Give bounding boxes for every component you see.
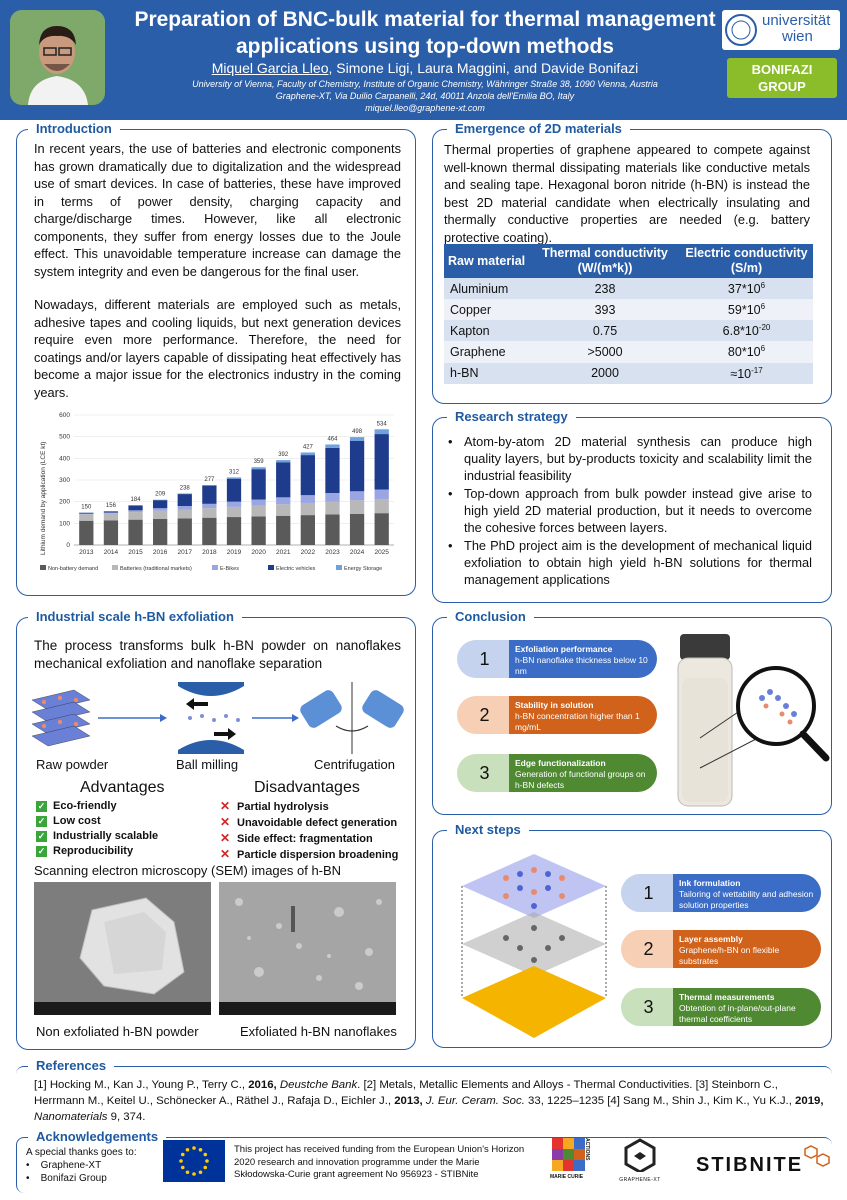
bar-segment: [202, 486, 216, 504]
legend-swatch: [336, 565, 342, 570]
eu-star-icon: [199, 1148, 203, 1152]
cell-thermal: 0.75: [530, 320, 680, 341]
conclusion-detail: h-BN nanoflake thickness below 10 nm: [515, 655, 648, 676]
cell-electric: [680, 320, 813, 341]
bar-segment: [325, 502, 339, 515]
step-ball-milling: Ball milling: [176, 757, 239, 772]
bar-segment: [128, 520, 142, 545]
x-tick-label: 2016: [152, 549, 168, 556]
conclusion-item: [457, 696, 657, 734]
lithium-demand-chart: [32, 405, 402, 585]
legend-swatch: [212, 565, 218, 570]
disadvantages-list: [220, 799, 398, 863]
introduction-para-1: In recent years, the use of batteries and electronic components has grown dramatically due to digitalization and the widespread use of smart devices. In case of batteries, these have improved in terms of power density, charging capacity and charge/discharge times. However, like all electronic components, they suffer from energy losses due to the Joule effect. This unavoidable temperature increase can damage the system integrity and even be dangerous for the final user.: [34, 141, 401, 279]
bar-segment: [153, 500, 167, 508]
cell-electric: [680, 363, 813, 384]
y-tick-label: 400: [59, 455, 70, 463]
list-item: [36, 799, 158, 814]
cell-thermal: 238: [530, 278, 680, 299]
bar-segment: [79, 513, 93, 514]
eu-star-icon: [203, 1153, 207, 1157]
y-tick-label: 0: [66, 542, 70, 549]
legend-label: Non-battery demand: [48, 566, 99, 572]
msca-label: MARIE CURIE: [550, 1174, 584, 1180]
x-tick-label: 2021: [275, 549, 291, 556]
bar-segment: [251, 469, 265, 499]
title-line-1: Preparation of BNC-bulk material for thermal management: [134, 8, 716, 31]
legend-label: Batteries (traditional markets): [120, 566, 192, 572]
bar-segment: [325, 444, 339, 447]
y-tick-label: 500: [59, 433, 70, 441]
cell-electric-base: 37*10: [727, 282, 761, 297]
disadvantage-label: Side effect: fragmentation: [237, 833, 373, 845]
other-authors: , Simone Ligi, Laura Maggini, and Davide Bonifazi: [328, 60, 639, 76]
bar-segment: [153, 508, 167, 511]
bar-total-label: 209: [155, 491, 166, 498]
cell-material: Copper: [444, 299, 530, 320]
emergence-title: Emergence of 2D materials: [447, 121, 630, 136]
cell-thermal: >5000: [530, 341, 680, 362]
bar-segment: [325, 514, 339, 545]
bar-segment: [301, 515, 315, 545]
x-tick-label: 2015: [128, 549, 143, 556]
table-row: [444, 278, 813, 299]
x-tick-label: 2025: [374, 549, 389, 556]
bar-segment: [104, 511, 118, 512]
conclusion-text: [509, 754, 657, 792]
bar-segment: [325, 493, 339, 502]
reference-1-authors: [1] Hocking M., Kan J., Young P., Terry C.,: [34, 1079, 249, 1091]
bar-segment: [128, 510, 142, 512]
bar-total-label: 156: [105, 503, 116, 510]
thanks-intro: A special thanks goes to:: [26, 1147, 137, 1158]
list-item: • Top-down approach from bulk powder instead give arise to high yield 2D material production, but it needs to overcome the cohesive forces between layers.: [444, 485, 812, 536]
bar-segment: [251, 506, 265, 517]
university-logo-line-1: universität: [762, 12, 831, 29]
conclusion-item: [457, 640, 657, 678]
table-header-row: [444, 244, 813, 278]
next-step-heading: Thermal measurements: [679, 992, 775, 1002]
first-author: Miquel Garcia Lleo: [211, 60, 329, 76]
references-text: [34, 1077, 824, 1125]
bar-segment: [350, 441, 364, 491]
bar-segment: [202, 485, 216, 486]
bar-segment: [301, 503, 315, 515]
conclusion-heading: Edge functionalization: [515, 758, 606, 768]
vial-with-magnifier-illustration: [660, 628, 830, 810]
y-tick-label: 600: [59, 412, 70, 419]
legend-swatch: [40, 565, 46, 570]
x-tick-label: 2022: [300, 549, 316, 556]
cell-electric-base: 80*10: [727, 345, 761, 360]
bar-segment: [251, 516, 265, 545]
table-row: [444, 299, 813, 320]
reference-1-journal: Deustche Bank: [279, 1079, 358, 1091]
exfoliation-title: Industrial scale h-BN exfoliation: [28, 609, 242, 624]
bar-total-label: 184: [130, 497, 141, 504]
strategy-list: [444, 433, 812, 589]
stibnite-hexagon-icon: [803, 1144, 831, 1168]
bar-segment: [227, 517, 241, 545]
bar-segment: [79, 514, 93, 515]
advantage-label: Reproducibility: [53, 845, 134, 857]
bar-segment: [251, 467, 265, 469]
next-step-text: [673, 874, 821, 912]
bar-total-label: 277: [204, 476, 215, 483]
conclusion-item: [457, 754, 657, 792]
bar-segment: [104, 513, 118, 520]
poster-title: [130, 6, 720, 60]
ball-mill-illustration: [178, 682, 244, 754]
x-tick-label: 2020: [251, 549, 266, 556]
reference-4-rest: 9, 374.: [107, 1111, 146, 1123]
legend-label: Electric vehicles: [276, 566, 316, 572]
bar-segment: [276, 460, 290, 462]
conclusion-number: 3: [457, 754, 512, 792]
y-tick-label: 300: [59, 477, 70, 484]
conclusion-detail: Generation of functional groups on h-BN defects: [515, 769, 646, 790]
header-electric: Electric conductivity (S/m): [680, 244, 813, 278]
bar-segment: [350, 437, 364, 441]
list-item: • Graphene-XT: [26, 1160, 102, 1171]
bar-segment: [153, 519, 167, 545]
advantage-label: Eco-friendly: [53, 800, 117, 812]
conclusion-number: 1: [457, 640, 512, 678]
cell-electric-exponent: 6: [760, 281, 766, 290]
header-thermal: Thermal conductivity (W/(m*k)): [530, 244, 680, 278]
emergence-text: Thermal properties of graphene appeared to compete against well-known thermal dissipating materials like conductive metals and sealing tape. Hexagonal boron nitride (h-BN) is instead the best 2D material candidate when electrically insulating and thermally conductive properties are needed (e.g. battery protective coating).: [444, 142, 810, 245]
eu-star-icon: [181, 1153, 185, 1157]
group-logo-line-1: BONIFAZI: [751, 62, 813, 77]
cell-electric-base: ≈10: [730, 366, 752, 381]
bar-segment: [301, 452, 315, 455]
next-step-detail: Tailoring of wettability and adhesion solution properties: [679, 889, 814, 910]
arrow-right-icon: [252, 714, 299, 722]
contact-email: miquel.lleo@graphene-xt.com: [365, 103, 485, 113]
check-icon: ✓: [37, 831, 46, 841]
list-item: [220, 847, 398, 863]
cross-icon: ✕: [220, 799, 231, 813]
bar-segment: [251, 500, 265, 506]
bar-segment: [301, 455, 315, 495]
cell-material: Aluminium: [444, 278, 530, 299]
eu-star-icon: [199, 1170, 203, 1174]
msca-mosaic: [552, 1138, 586, 1174]
cell-material: h-BN: [444, 363, 530, 384]
conclusion-text: [509, 696, 657, 734]
next-step-detail: Obtention of in-plane/out-plane thermal coefficients: [679, 1003, 796, 1024]
sem-image-exfoliated: [219, 882, 396, 1015]
next-step-text: [673, 988, 821, 1026]
bar-segment: [276, 462, 290, 497]
advantages-list: [36, 799, 158, 859]
portrait-image: [10, 10, 105, 105]
bar-segment: [128, 512, 142, 520]
strategy-title: Research strategy: [447, 409, 576, 424]
chart-y-axis-label: Lithium demand by application (LCE kt): [40, 441, 47, 555]
bar-segment: [178, 518, 192, 545]
bar-total-label: 498: [352, 429, 363, 436]
group-logo-line-2: GROUP: [758, 79, 806, 94]
bar-total-label: 238: [179, 485, 190, 492]
eu-flag: [163, 1140, 225, 1182]
cell-thermal: 2000: [530, 363, 680, 384]
conclusion-number: 2: [457, 696, 512, 734]
cell-electric: [680, 341, 813, 362]
next-step-item: [621, 874, 821, 912]
eu-star-icon: [179, 1159, 183, 1163]
author-photo: [10, 10, 105, 105]
bar-total-label: 427: [302, 444, 313, 451]
eu-star-icon: [186, 1148, 190, 1152]
bar-segment: [375, 429, 389, 434]
cross-icon: ✕: [220, 815, 231, 829]
reference-3-journal: J. Eur. Ceram. Soc.: [425, 1095, 525, 1107]
conductivity-table: [444, 244, 813, 384]
list-item: • The PhD project aim is the development of mechanical liquid exfoliation to obtain high yield h-BN solutions for thermal management applications: [444, 537, 812, 588]
bar-total-label: 392: [278, 452, 289, 459]
list-item: [36, 814, 158, 829]
table-row: [444, 320, 813, 341]
chart-legend: [40, 565, 382, 572]
reference-1-year: 2016,: [248, 1079, 277, 1091]
next-step-number: 2: [621, 930, 676, 968]
disadvantage-label: Particle dispersion broadening: [237, 849, 399, 861]
y-tick-label: 100: [59, 520, 70, 528]
bar-segment: [276, 504, 290, 515]
list-item: [36, 829, 158, 844]
bar-segment: [325, 448, 339, 493]
group-logo: [727, 58, 837, 98]
bar-total-label: 464: [327, 436, 338, 443]
bar-total-label: 150: [81, 504, 92, 511]
cell-electric-exponent: 6: [760, 302, 766, 312]
bar-segment: [227, 502, 241, 507]
next-step-item: [621, 930, 821, 968]
introduction-title: Introduction: [28, 121, 120, 136]
reference-4-journal: Nanomaterials: [34, 1111, 108, 1123]
advantage-label: Low cost: [53, 815, 101, 827]
bar-segment: [350, 491, 364, 500]
table-row: [444, 363, 813, 384]
msca-side-label: ACTIONS: [584, 1138, 590, 1161]
x-tick-label: 2014: [103, 549, 119, 556]
bar-segment: [276, 497, 290, 504]
x-tick-label: 2023: [325, 549, 340, 556]
funding-statement: This project has received funding from the European Union's Horizon 2020 research and innovation programme under the Marie Skłodowska-Curie grant agreement No 956923 - STIBNite: [234, 1144, 525, 1180]
layer-stack-illustration: [456, 848, 612, 1042]
conductivity-table-body: [444, 278, 813, 384]
cell-material: Graphene: [444, 341, 530, 362]
university-logo-line-2: wien: [782, 28, 813, 45]
bar-segment: [227, 507, 241, 517]
list-item: [220, 799, 398, 815]
bar-segment: [375, 434, 389, 489]
next-step-item: [621, 988, 821, 1026]
list-item: • Atom-by-atom 2D material synthesis can produce high quality layers, but by-products toxicity and scalability limit the industrial feasibility: [444, 433, 812, 484]
sem-image-bulk: [34, 882, 211, 1015]
bar-segment: [301, 495, 315, 503]
x-tick-label: 2017: [177, 549, 193, 556]
list-item: • Bonifazi Group: [26, 1173, 107, 1184]
acknowledgements-list: [26, 1146, 137, 1185]
list-item: [220, 831, 398, 847]
step-centrifugation: Centrifugation: [314, 757, 395, 772]
y-tick-label: 200: [59, 498, 70, 506]
bar-segment: [202, 518, 216, 545]
thanks-entry: Graphene-XT: [40, 1160, 102, 1171]
bar-segment: [276, 516, 290, 545]
disadvantage-label: Unavoidable defect generation: [237, 817, 398, 829]
graphene-xt-hexagon-icon: [624, 1138, 656, 1172]
bar-segment: [375, 490, 389, 500]
exfoliation-process-diagram: [30, 682, 410, 756]
list-item: [220, 815, 398, 831]
bar-segment: [375, 499, 389, 513]
chart-bars: [79, 429, 389, 545]
next-step-heading: Ink formulation: [679, 878, 741, 888]
bar-total-label: 359: [253, 459, 264, 466]
reference-3-rest: 33, 1225–1235 [4] Sang M., Shin J., Kim K., Yu K.J.,: [524, 1095, 796, 1107]
bar-segment: [178, 494, 192, 506]
conclusion-heading: Exfoliation performance: [515, 644, 613, 654]
university-logo: [722, 10, 840, 50]
conclusion-heading: Stability in solution: [515, 700, 594, 710]
list-item: [36, 844, 158, 859]
bar-segment: [79, 514, 93, 521]
check-icon: ✓: [37, 816, 46, 826]
cross-icon: ✕: [220, 847, 231, 861]
next-steps-title: Next steps: [447, 822, 529, 837]
bar-segment: [202, 504, 216, 508]
bar-segment: [375, 513, 389, 545]
introduction-para-2: Nowadays, different materials are employed such as metals, adhesive tapes and cooling liquids, but next generation devices require even more performance. Therefore, the need for coatings and/or layers capable of dissipating heat effectively has become a major issue for the electronics industry in the coming years.: [34, 297, 401, 400]
cell-material: Kapton: [444, 320, 530, 341]
stibnite-logo: STIBNITE: [696, 1154, 804, 1176]
cell-electric: [680, 278, 813, 299]
eu-star-icon: [192, 1146, 196, 1150]
eu-star-icon: [203, 1166, 207, 1170]
cell-thermal: 393: [530, 299, 680, 320]
check-icon: ✓: [37, 846, 46, 856]
disadvantage-label: Partial hydrolysis: [237, 801, 329, 813]
next-step-heading: Layer assembly: [679, 934, 743, 944]
references-title: References: [28, 1058, 114, 1073]
next-step-number: 3: [621, 988, 676, 1026]
bar-total-label: 312: [228, 469, 240, 476]
cross-icon: ✕: [220, 831, 231, 845]
disadvantages-title: Disadvantages: [254, 779, 360, 796]
cell-electric-exponent: -20: [758, 323, 771, 333]
thanks-entry: Bonifazi Group: [40, 1173, 107, 1184]
legend-swatch: [112, 565, 118, 570]
bar-segment: [153, 511, 167, 519]
exfoliation-intro: The process transforms bulk h-BN powder on nanoflakes mechanical exfoliation and nanoflake separation: [34, 638, 401, 671]
reference-2: . [2] Metals, Metallic Elements and Alloys - Thermal Conductivities. [3] Steinborn C., Herrmann M., Keitel U., Schönecker A., Räthel J., Rafaja D., Eichler J.,: [34, 1079, 778, 1107]
legend-swatch: [268, 565, 274, 570]
title-line-2: applications using top-down methods: [236, 35, 614, 58]
next-step-detail: Graphene/h-BN on flexible substrates: [679, 945, 780, 966]
cell-electric-base: 59*10: [727, 303, 761, 318]
eu-star-icon: [186, 1170, 190, 1174]
sem-title: Scanning electron microscopy (SEM) images of h-BN: [34, 863, 342, 878]
raw-powder-illustration: [32, 690, 90, 746]
bar-total-label: 534: [376, 421, 387, 428]
bar-segment: [104, 520, 118, 545]
bar-segment: [227, 477, 241, 478]
step-raw-powder: Raw powder: [36, 757, 109, 772]
conclusion-text: [509, 640, 657, 678]
arrow-right-icon: [98, 714, 167, 722]
bar-segment: [128, 506, 142, 511]
conclusion-detail: h-BN concentration higher than 1 mg/mL: [515, 711, 640, 732]
bar-segment: [104, 513, 118, 514]
legend-label: E-Bikes: [220, 566, 239, 572]
bar-segment: [178, 506, 192, 509]
author-list: [130, 60, 720, 76]
bar-segment: [178, 509, 192, 518]
cell-electric: [680, 299, 813, 320]
reference-3-year: 2013,: [394, 1095, 423, 1107]
advantage-label: Industrially scalable: [53, 830, 159, 842]
acknowledgements-title: Acknowledgements: [28, 1129, 166, 1144]
cell-electric-exponent: 6: [760, 344, 766, 354]
bar-segment: [227, 479, 241, 502]
cell-electric-base: 6.8*10: [722, 324, 759, 339]
bar-segment: [178, 493, 192, 494]
check-icon: ✓: [37, 801, 46, 811]
bar-segment: [202, 508, 216, 518]
eu-star-icon: [205, 1159, 209, 1163]
centrifuge-illustration: [298, 682, 406, 754]
legend-label: Energy Storage: [344, 566, 383, 572]
bar-segment: [350, 514, 364, 545]
x-tick-label: 2018: [202, 549, 217, 556]
cell-electric-exponent: -17: [751, 365, 763, 375]
x-tick-label: 2013: [79, 549, 94, 556]
next-step-text: [673, 930, 821, 968]
conclusion-title: Conclusion: [447, 609, 534, 624]
x-tick-label: 2024: [349, 549, 365, 556]
eu-star-icon: [192, 1172, 196, 1176]
next-step-number: 1: [621, 874, 676, 912]
sem-caption-exfoliated: Exfoliated h-BN nanoflakes: [240, 1024, 397, 1039]
reference-4-year: 2019,: [795, 1095, 824, 1107]
x-tick-label: 2019: [226, 549, 242, 556]
affiliation-2: Graphene-XT, Via Duilio Carpanelli, 24d, 40011 Anzola dell'Emilia BO, Italy: [275, 91, 575, 101]
sem-caption-bulk: Non exfoliated h-BN powder: [36, 1024, 199, 1039]
msca-logo: [552, 1138, 592, 1182]
header-material: Raw material: [444, 244, 530, 278]
table-row: [444, 341, 813, 362]
affiliation-1: University of Vienna, Faculty of Chemistry, Institute of Organic Chemistry, Währinger Straße 38, 1090 Vienna, Austria: [192, 79, 658, 89]
bar-segment: [79, 521, 93, 545]
graphene-xt-logo: [615, 1138, 665, 1188]
advantages-title: Advantages: [80, 779, 165, 796]
bar-segment: [350, 500, 364, 513]
graphene-xt-label: GRAPHENE-XT: [619, 1177, 661, 1183]
eu-star-icon: [181, 1166, 185, 1170]
